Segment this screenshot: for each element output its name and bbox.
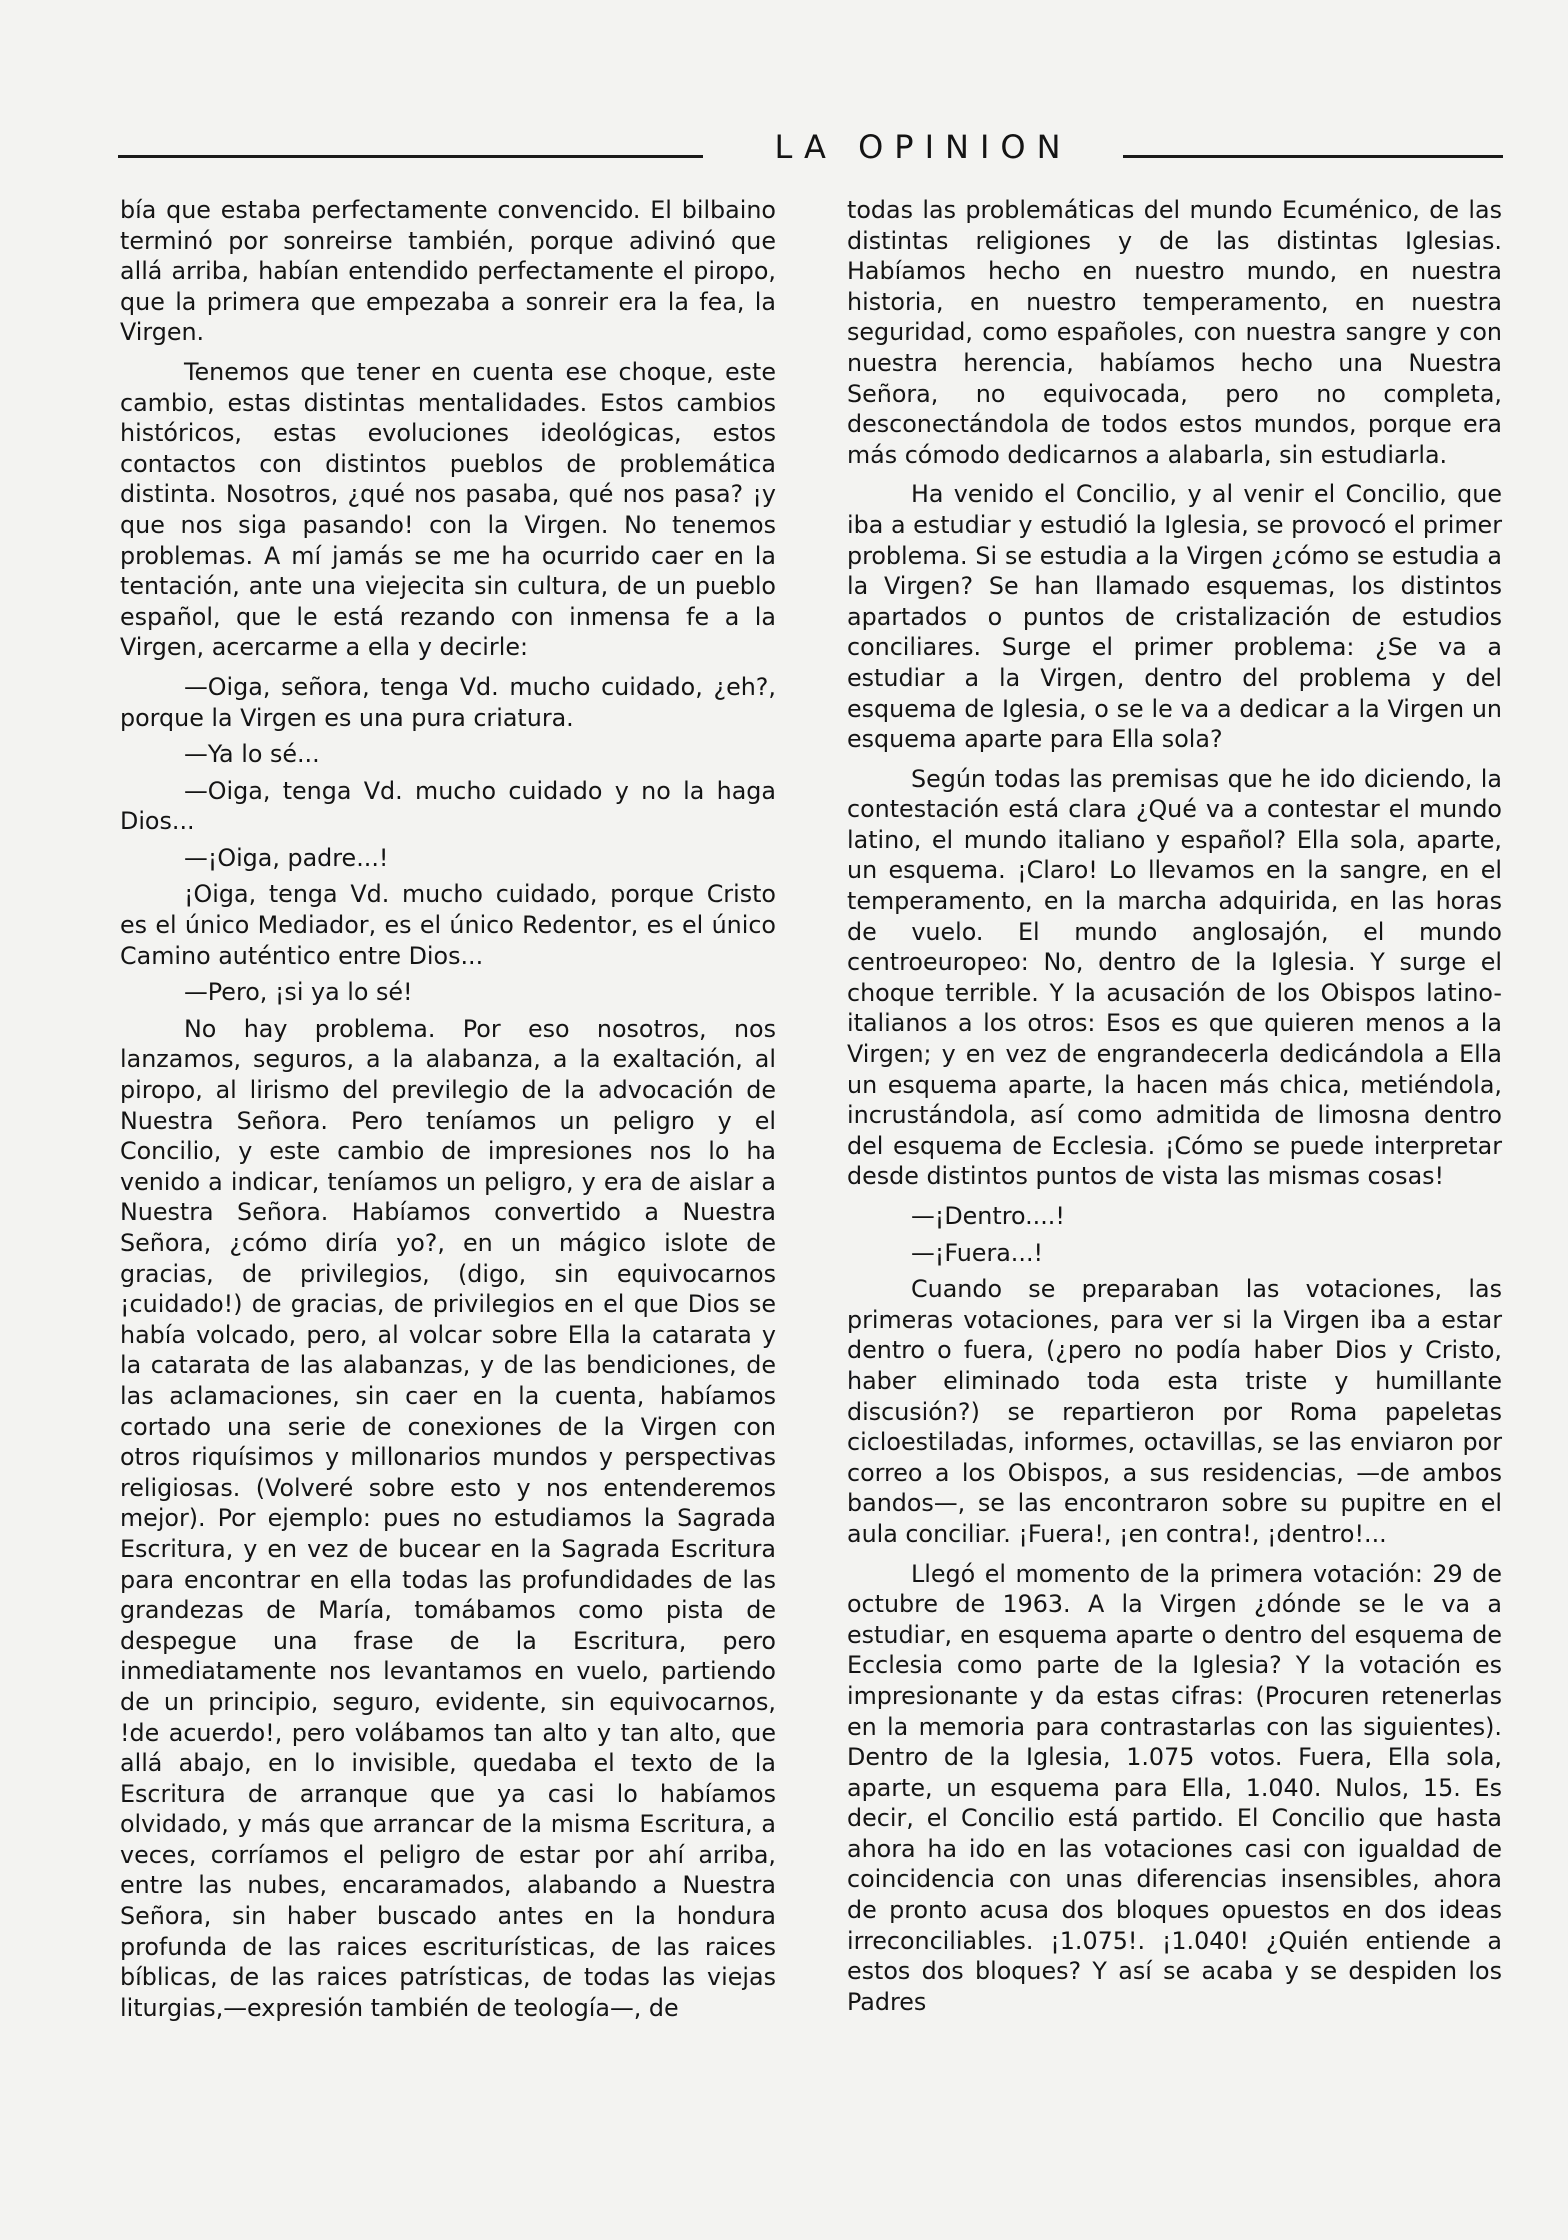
paragraph: Cuando se preparaban las votaciones, las primeras votaciones, para ver si la Virgen iba a estar dentro o fuera, (¿pero no podía haber Dios y Cristo, haber eliminado toda esta triste y humillante discusión?) se repartieron por Roma papeletas cicloestiladas, informes, octavillas, se las enviaron por correo a los Obispos, a sus residencias, —de ambos bandos—, se las encontraron sobre su pupitre en el aula conciliar. ¡Fuera!, ¡en contra!, ¡dentro!... <box>847 1275 1502 1548</box>
paragraph: bía que estaba perfectamente convencido. El bilbaino terminó por sonreirse también, porque adivinó que allá arriba, habían entendido perfectamente el piropo, que la primera que empezaba a sonreir era la fea, la Virgen. <box>120 196 776 347</box>
dialogue-line: —¡Oiga, padre...! <box>184 843 389 872</box>
right-column <box>847 195 1502 2026</box>
paragraph: No hay problema. Por eso nosotros, nos lanzamos, seguros, a la alabanza, a la exaltación, al piropo, al lirismo del previlegio de la advocación de Nuestra Señora. Pero teníamos un peligro y el Concilio, y este cambio de impresiones nos lo ha venido a indicar, teníamos un peligro, y era de aislar a Nuestra Señora. Habíamos convertido a Nuestra Señora, ¿cómo diría yo?, en un mágico islote de gracias, de privilegios, (digo, sin equivocarnos ¡cuidado!) de gracias, de privilegios en el que Dios se había volcado, pero, al volcar sobre Ella la catarata y la catarata de las alabanzas, y de las bendiciones, de las aclamaciones, sin caer en la cuenta, habíamos cortado una serie de conexiones de la Virgen con otros riquísimos y millonarios mundos y perspectivas religiosas. (Volveré sobre esto y nos entenderemos mejor). Por ejemplo: pues no estudiamos la Sagrada Escritura, y en vez de bucear en la Sagrada Escritura para encontrar en ella todas las profundidades de las grandezas de María, tomábamos como pista de despegue una frase de la Escritura, pero inmediatamente nos levantamos en vuelo, partiendo de un principio, seguro, evidente, sin equivocarnos, !de acuerdo!, pero volábamos tan alto y tan alto, que allá abajo, en lo invisible, quedaba el texto de la Escritura de arranque que ya casi lo habíamos olvidado, y más que arrancar de la misma Escritura, a veces, corríamos el peligro de estar por ahí arriba, entre las nubes, encaramados, alabando a Nuestra Señora, sin haber buscado antes en la hondura profunda de las raices escriturísticas, de las raices bíblicas, de las raices patrísticas, de todas las viejas liturgias,—expresión también de teología—, de <box>120 1014 776 2022</box>
dialogue-line: —¡Fuera...! <box>911 1238 1044 1267</box>
dialogue-line: —Pero, ¡si ya lo sé! <box>184 978 413 1007</box>
left-column <box>120 195 776 2032</box>
paragraph: Tenemos que tener en cuenta ese choque, este cambio, estas distintas mentalidades. Estos cambios históricos, estas evoluciones ideológicas, estos contactos con distintos pueblos de problemática distinta. Nosotros, ¿qué nos pasaba, qué nos pasa? ¡y que nos siga pasando! con la Virgen. No tenemos problemas. A mí jamás se me ha ocurrido caer en la tentación, ante una viejecita sin cultura, de un pueblo español, que le está rezando con inmensa fe a la Virgen, acercarme a ella y decirle: <box>120 357 776 662</box>
dialogue-line: —Ya lo sé... <box>184 740 320 769</box>
dialogue-line: —Oiga, tenga Vd. mucho cuidado y no la haga Dios... <box>120 776 776 836</box>
dialogue-line: —¡Dentro....! <box>911 1202 1065 1230</box>
header-rule-right <box>1123 155 1503 158</box>
paragraph: Según todas las premisas que he ido diciendo, la contestación está clara ¿Qué va a contestar el mundo latino, el mundo italiano y español? Ella sola, aparte, un esquema. ¡Claro! Lo llevamos en la sangre, en el temperamento, en la marcha adquirida, en las horas de vuelo. El mundo anglosajón, el mundo centroeuropeo: No, dentro de la Iglesia. Y surge el choque terrible. Y la acusación de los Obispos latino-italianos a los otros: Esos es que quieren menos a la Virgen; y en vez de engrandecerla dedicándola a Ella un esquema aparte, la hacen más chica, metiéndola, incrustándola, así como admitida de limosna dentro del esquema de Ecclesia. ¡Cómo se puede interpretar desde distintos puntos de vista las mismas cosas! <box>847 764 1502 1191</box>
paragraph: Ha venido el Concilio, y al venir el Concilio, que iba a estudiar y estudió la Iglesia, se provocó el primer problema. Si se estudia a la Virgen ¿cómo se estudia a la Virgen? Se han llamado esquemas, los distintos apartados o puntos de cristalización de estudios conciliares. Surge el primer problema: ¿Se va a estudiar a la Virgen, dentro del problema y del esquema de Iglesia, o se le va a dedicar a la Virgen un esquema aparte para Ella sola? <box>847 480 1502 754</box>
paragraph: Llegó el momento de la primera votación: 29 de octubre de 1963. A la Virgen ¿dónde se le va a estudiar, en esquema aparte o dentro del esquema de Ecclesia como parte de la Iglesia? Y la votación es impresionante y da estas cifras: (Procuren retenerlas en la memoria para contrastarlas con las siguientes). Dentro de la Iglesia, 1.075 votos. Fuera, Ella sola, aparte, un esquema para Ella, 1.040. Nulos, 15. Es decir, el Concilio está partido. El Concilio que hasta ahora ha ido en las votaciones casi con igualdad de coincidencia con unas diferencias insensibles, ahora de pronto acusa dos bloques opuestos en dos ideas irreconciliables. ¡1.075!. ¡1.040! ¿Quién entiende a estos dos bloques? Y así se acaba y se despiden los Padres <box>847 1559 1502 2016</box>
header-rule-left <box>118 155 703 158</box>
dialogue-line: —Oiga, señora, tenga Vd. mucho cuidado, ¿eh?, porque la Virgen es una pura criatura. <box>120 672 776 732</box>
paragraph: todas las problemáticas del mundo Ecuménico, de las distintas religiones y de las distintas Iglesias. Habíamos hecho en nuestro mundo, en nuestra historia, en nuestro temperamento, en nuestra seguridad, como españoles, con nuestra sangre y con nuestra herencia, habíamos hecho una Nuestra Señora, no equivocada, pero no completa, desconectándola de todos estos mundos, porque era más cómodo dedicarnos a alabarla, sin estudiarla. <box>847 196 1502 469</box>
header-title: LA OPINION <box>774 128 1072 166</box>
dialogue-line: ¡Oiga, tenga Vd. mucho cuidado, porque Cristo es el único Mediador, es el único Redentor, es el único Camino auténtico entre Dios... <box>120 880 776 970</box>
running-header <box>118 128 1503 172</box>
